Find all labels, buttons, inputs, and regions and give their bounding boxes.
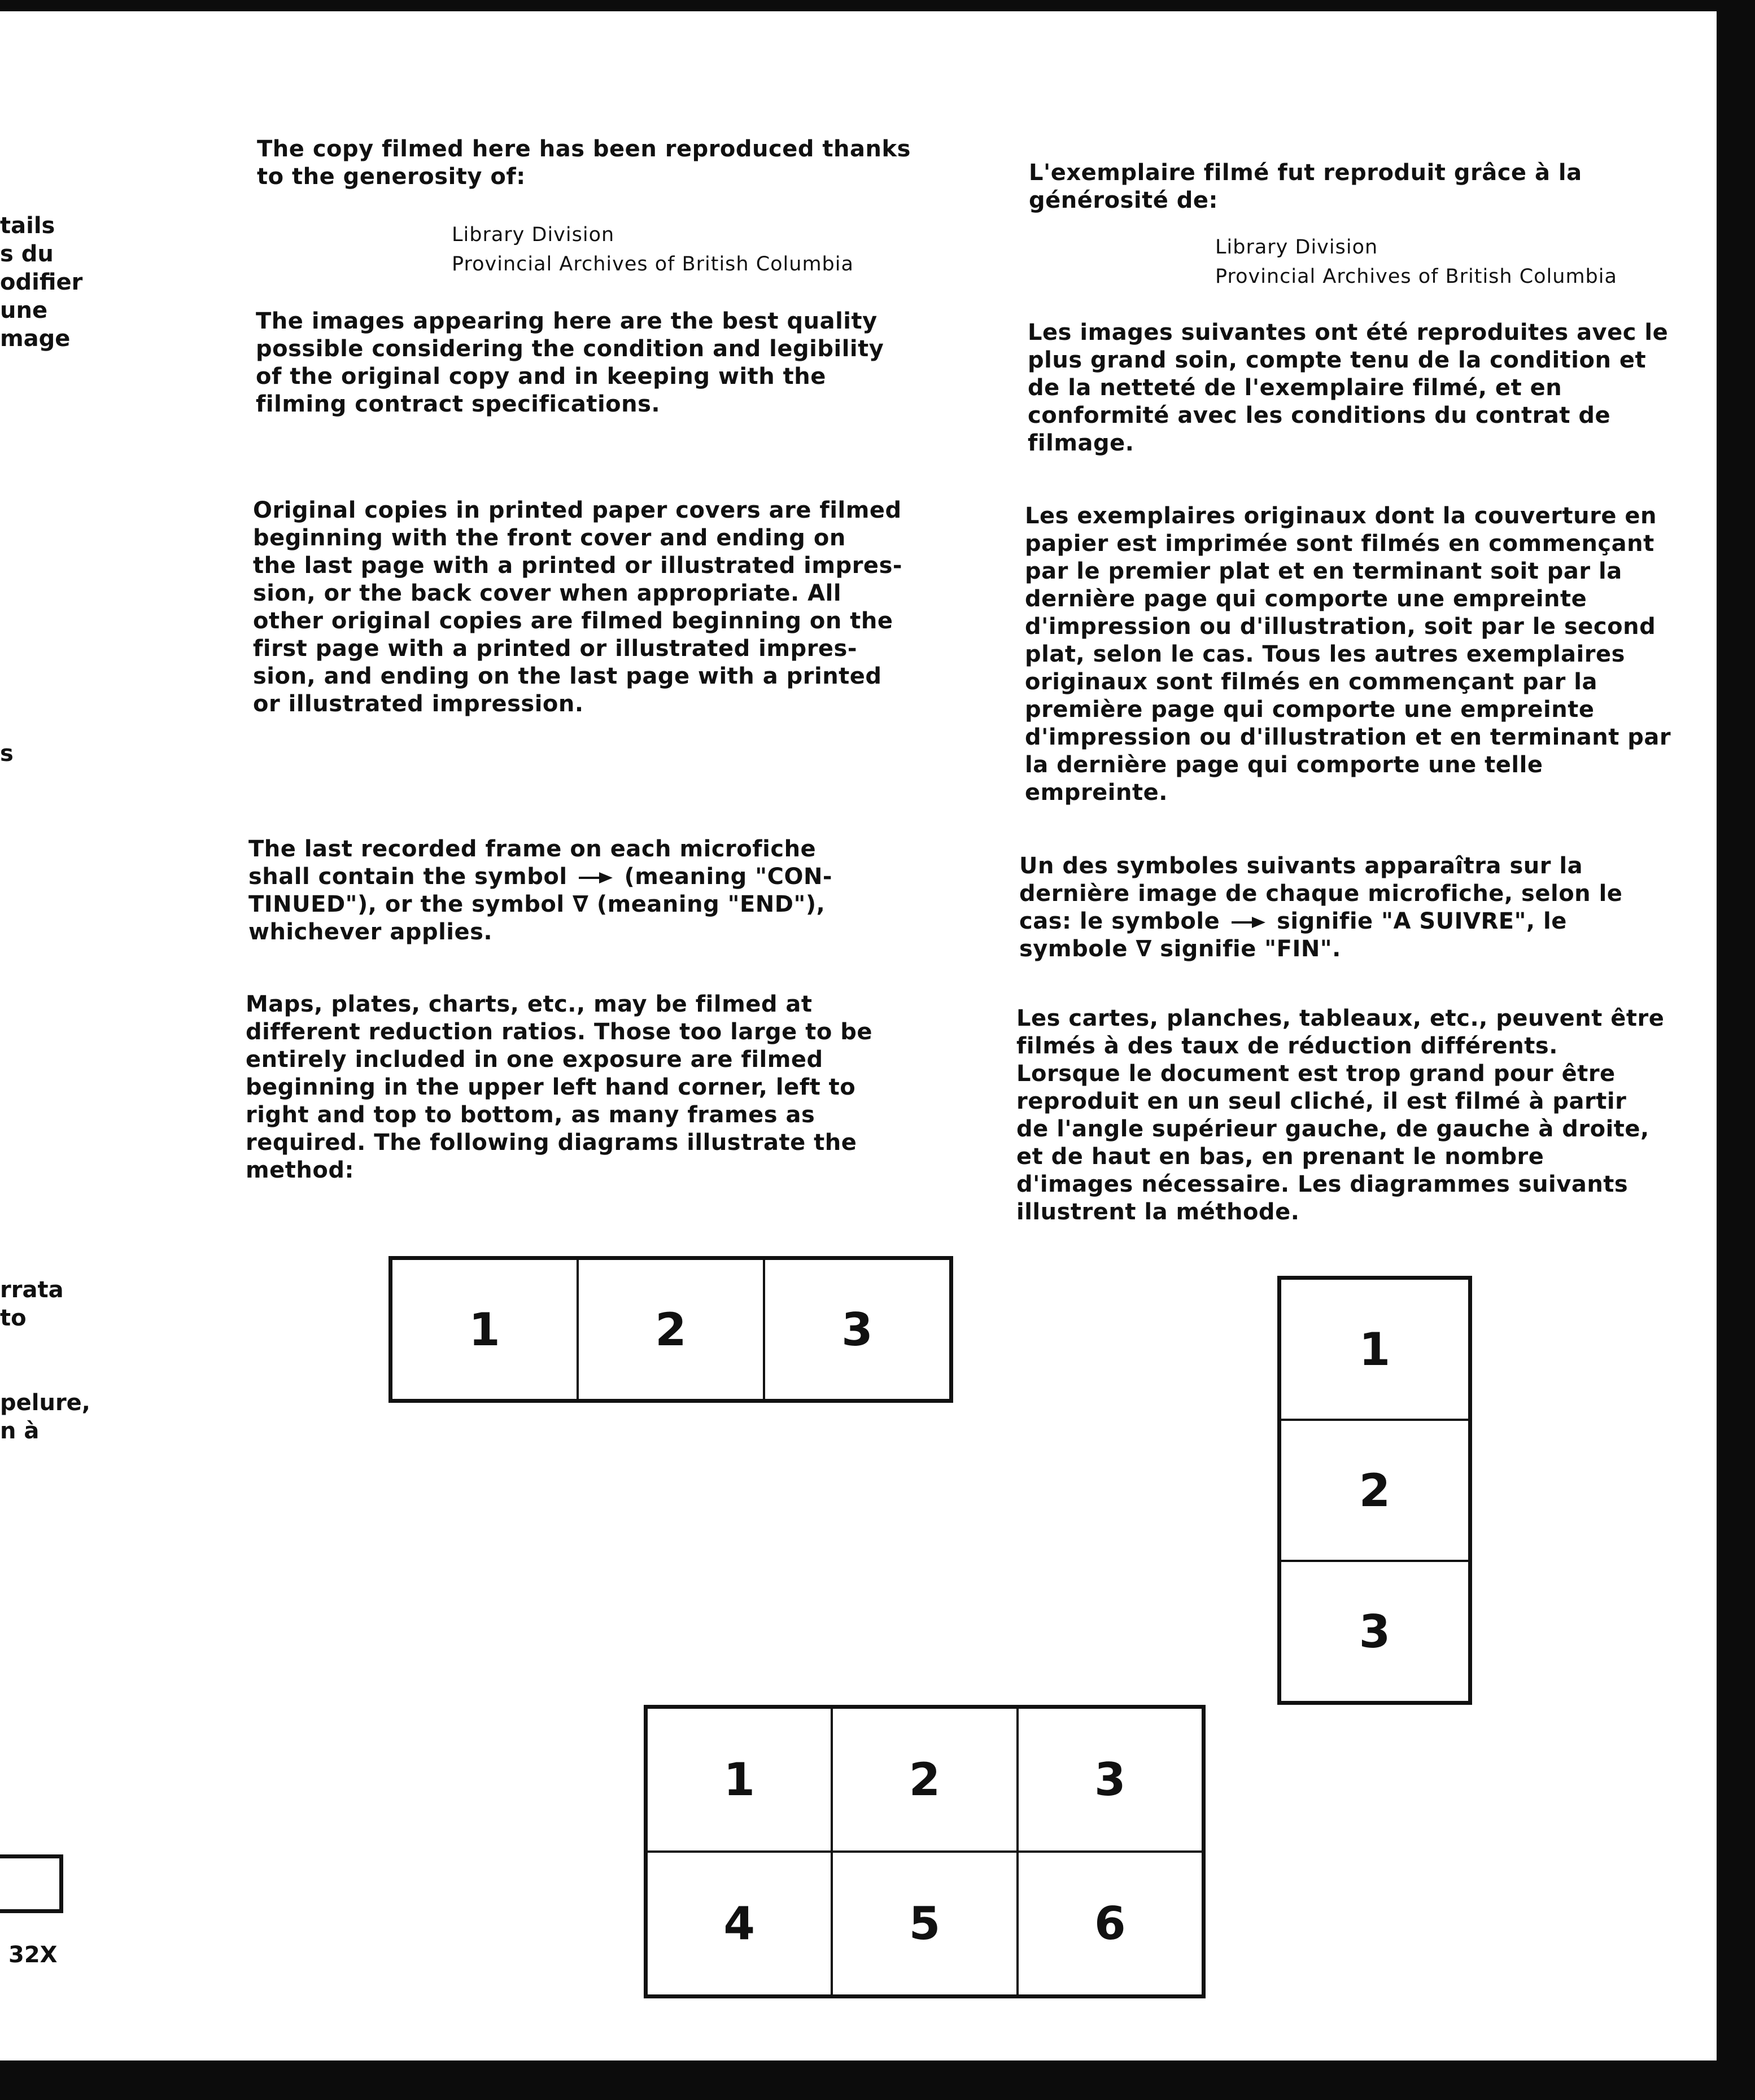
french-quality: Les images suivantes ont été reproduites avec le plus grand soin, compte tenu de la condition et de la netteté de l'exemplaire filmé, et en conformité avec les conditions du contrat de filmage. <box>1028 320 1669 456</box>
grid-frames-diagram <box>644 1705 1206 1998</box>
french-maps: Les cartes, planches, tableaux, etc., peuvent être filmés à des taux de réduction différents. Lorsque le document est trop grand pour être reproduit en un seul cliché, il est filmé à partir de l'angle supérieur gauche, de gauche à droite, et de haut en bas, en prenant le nombre d'images nécessaire. Les diagrammes suivants illustrent la méthode. <box>1016 1005 1665 1225</box>
frame-cell: 3 <box>1280 1561 1469 1702</box>
reduction-label: 32X <box>8 1942 58 1968</box>
end-triangle-icon: ∇ <box>1136 936 1152 962</box>
margin-fragment: s <box>0 741 14 767</box>
frame-cell: 1 <box>391 1259 578 1400</box>
english-quality: The images appearing here are the best quality possible considering the condition and legibility of the original copy and in keeping with the filming contract specifications. <box>256 308 884 417</box>
english-library: Library Division Provincial Archives of British Columbia <box>452 224 854 275</box>
vertical-frames-diagram <box>1277 1276 1472 1705</box>
frame-cell: 3 <box>764 1259 950 1400</box>
frame-cell: 2 <box>1280 1420 1469 1561</box>
horizontal-frames-diagram <box>388 1256 953 1403</box>
frame-cell: 3 <box>1018 1708 1203 1852</box>
english-symbols: The last recorded frame on each microfiche shall contain the symbol (meaning "CON- TINUED"), or the symbol ∇ (meaning "END"), whichever applies. <box>248 836 833 945</box>
english-maps: Maps, plates, charts, etc., may be filmed at different reduction ratios. Those too large to be entirely included in one exposure are filmed beginning in the upper left hand corner, left to right and top to bottom, as many frames as required. The following diagrams illustrate the method: <box>246 991 873 1183</box>
left-margin-fragments <box>0 11 90 2060</box>
continued-arrow-icon <box>579 875 613 881</box>
continued-arrow-icon <box>1232 920 1265 925</box>
frame-cell: 6 <box>1018 1852 1203 1996</box>
margin-fragment: une <box>0 298 48 323</box>
french-thanks: L'exemplaire filmé fut reproduit grâce à la générosité de: <box>1029 160 1582 213</box>
french-symbols: Un des symboles suivants apparaîtra sur la dernière image de chaque microfiche, selon le cas: le symbole signifie "A SUIVRE", le symbole ∇ signifie "FIN". <box>1019 853 1623 962</box>
frame-cell: 1 <box>1280 1279 1469 1420</box>
margin-fragment: pelure, <box>0 1390 90 1416</box>
margin-fragment: tails <box>0 213 55 239</box>
margin-fragment: to <box>0 1305 27 1331</box>
frame-cell: 4 <box>647 1852 832 1996</box>
margin-fragment: n à <box>0 1418 40 1444</box>
frame-cell: 5 <box>832 1852 1017 1996</box>
scanned-page <box>0 11 1717 2060</box>
margin-fragment: s du <box>0 241 54 267</box>
frame-cell: 1 <box>647 1708 832 1852</box>
margin-fragment: mage <box>0 326 71 352</box>
french-covers: Les exemplaires originaux dont la couverture en papier est imprimée sont filmés en commençant par le premier plat et en terminant soit par la dernière page qui comporte une empreinte d'impression ou d'illustration, soit par le second plat, selon le cas. Tous les autres exemplaires originaux sont filmés en commençant par la première page qui comporte une empreinte d'impression ou d'illustration et en terminant par la dernière page qui comporte une telle empreinte. <box>1025 503 1671 806</box>
frame-cell: 2 <box>578 1259 764 1400</box>
end-triangle-icon: ∇ <box>573 891 589 917</box>
margin-fragment: odifier <box>0 269 83 295</box>
english-covers: Original copies in printed paper covers are filmed beginning with the front cover and ending on the last page with a printed or illustrated impres- sion, or the back cover when appropriate. All other original copies are filmed beginning on the first page with a printed or illustrated impres- sion, and ending on the last page with a printed or illustrated impression. <box>253 497 902 717</box>
english-thanks: The copy filmed here has been reproduced thanks to the generosity of: <box>257 136 911 190</box>
frame-cell: 2 <box>832 1708 1017 1852</box>
margin-fragment: rrata <box>0 1277 64 1303</box>
french-library: Library Division Provincial Archives of British Columbia <box>1215 236 1617 288</box>
reduction-target-box <box>0 1854 63 1913</box>
